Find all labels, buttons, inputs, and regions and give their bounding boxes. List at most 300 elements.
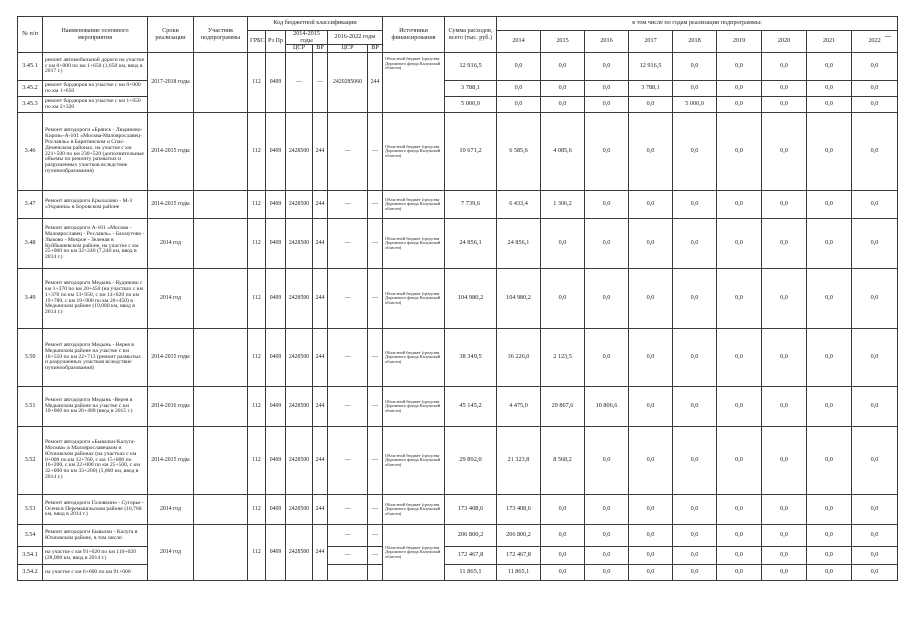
- row-name: Ремонт автодороги Медынь -Верея в Медынском районе на участке с км 10+060 по км 26+400 (ввод в 2015 г.): [43, 387, 148, 427]
- row-no: 3.47: [18, 191, 43, 219]
- row-source: Областной бюджет (средства Дорожного фонда Калужской области): [383, 113, 445, 191]
- row-y2021: 0,0: [807, 97, 852, 113]
- col-year-2015: 2015: [541, 31, 585, 53]
- row-y2021: 0,0: [807, 81, 852, 97]
- row-y2021: 0,0: [807, 191, 852, 219]
- row-grbs: 112: [248, 269, 266, 329]
- row-y2019: 0,0: [717, 329, 762, 387]
- row-no: 3.45.1: [18, 53, 43, 81]
- row-no: 3.52: [18, 427, 43, 495]
- col-period1: 2014-2015 годы: [286, 31, 328, 45]
- row-csr2: —: [328, 113, 368, 191]
- col-year-2018: 2018: [673, 31, 717, 53]
- row-y2015: 0,0: [541, 525, 585, 547]
- row-y2021: 0,0: [807, 219, 852, 269]
- row-csr2: 2420285060: [328, 53, 368, 113]
- col-vr-1: ВР: [313, 45, 328, 53]
- row-name: ремонт автомобильной дороги на участке с км 0+000 по км 1+650 (1,650 км, ввод в 2017 г.): [43, 53, 148, 81]
- row-name: Ремонт автодороги Медынь - Верея в Медынском районе на участке с км 18+550 по км 22+713 (ремонт размытых и разрушенных участков вследствие пучинообразования): [43, 329, 148, 387]
- row-vr2: —: [368, 113, 383, 191]
- budget-table: [17, 16, 898, 581]
- row-y2020: 0,0: [762, 53, 807, 81]
- row-total: 3 788,1: [445, 81, 497, 97]
- row-no: 3.54.1: [18, 547, 43, 565]
- row-y2020: 0,0: [762, 387, 807, 427]
- row-csr2: —: [328, 427, 368, 495]
- row-y2020: 0,0: [762, 547, 807, 565]
- row-y2018: 0,0: [673, 269, 717, 329]
- row-y2016: 0,0: [585, 219, 629, 269]
- row-y2021: 0,0: [807, 113, 852, 191]
- row-y2022: 0,0: [852, 547, 898, 565]
- row-participant: [194, 427, 248, 495]
- row-y2020: 0,0: [762, 495, 807, 525]
- row-y2019: 0,0: [717, 269, 762, 329]
- row-csr2: —: [328, 495, 368, 525]
- row-source: Областной бюджет (средства Дорожного фонда Калужской области): [383, 219, 445, 269]
- col-csr-1: ЦСР: [286, 45, 313, 53]
- row-y2019: 0,0: [717, 427, 762, 495]
- col-year-2021: 2021: [807, 31, 852, 53]
- row-no: 3.54: [18, 525, 43, 547]
- row-y2018: 0,0: [673, 81, 717, 97]
- row-y2017: 3 788,1: [629, 81, 673, 97]
- row-vr1: 244: [313, 387, 328, 427]
- row-y2014: 104 980,2: [497, 269, 541, 329]
- row-y2014: 36 226,0: [497, 329, 541, 387]
- row-y2019: 0,0: [717, 81, 762, 97]
- row-rzpr: 0409: [266, 269, 286, 329]
- col-participant: Участник подпрограммы: [194, 17, 248, 53]
- row-rzpr: 0409: [266, 329, 286, 387]
- row-y2019: 0,0: [717, 53, 762, 81]
- row-y2017: 0,0: [629, 427, 673, 495]
- row-no: 3.49: [18, 269, 43, 329]
- row-y2021: 0,0: [807, 269, 852, 329]
- row-csr2: —: [328, 329, 368, 387]
- row-y2017: 0,0: [629, 269, 673, 329]
- row-no: 3.48: [18, 219, 43, 269]
- col-name: Наименование основного мероприятия: [43, 17, 148, 53]
- row-y2019: 0,0: [717, 525, 762, 547]
- row-y2018: 0,0: [673, 219, 717, 269]
- row-grbs: 112: [248, 525, 266, 581]
- row-rzpr: 0409: [266, 53, 286, 113]
- row-participant: [194, 53, 248, 113]
- row-y2018: 0,0: [673, 387, 717, 427]
- row-y2015: 29 867,6: [541, 387, 585, 427]
- row-y2015: 0,0: [541, 565, 585, 581]
- row-y2017: 0,0: [629, 495, 673, 525]
- row-y2018: 0,0: [673, 525, 717, 547]
- row-y2016: 0,0: [585, 329, 629, 387]
- row-vr2: —: [368, 219, 383, 269]
- row-total: 206 800,2: [445, 525, 497, 547]
- row-y2015: 1 306,2: [541, 191, 585, 219]
- row-rzpr: 0409: [266, 113, 286, 191]
- row-csr2: —: [328, 547, 368, 565]
- row-y2022: 0,0: [852, 495, 898, 525]
- col-budget-codes: Код бюджетной классификации: [248, 17, 383, 31]
- row-y2021: 0,0: [807, 387, 852, 427]
- col-year-2020: 2020: [762, 31, 807, 53]
- row-y2021: 0,0: [807, 53, 852, 81]
- row-y2015: 0,0: [541, 547, 585, 565]
- row-name: Ремонт автодороги «Брянск - Людиново- Киров»-А-101 «Москва-Малоярославец- Рославль» в Барятинском и Спас-Деменском районах, на участке с км 221+500 по км 230+520 (дополнительные объемы по ремонту размытых и разрушенных участков вследствие пучинообразования): [43, 113, 148, 191]
- row-terms: 2014 год: [148, 495, 194, 525]
- row-participant: [194, 387, 248, 427]
- col-year-2019: 2019: [717, 31, 762, 53]
- row-y2014: 6 585,6: [497, 113, 541, 191]
- row-y2021: 0,0: [807, 547, 852, 565]
- row-y2022: 0,0: [852, 81, 898, 97]
- col-rzpr: Рз Пр: [266, 31, 286, 53]
- row-y2017: 0,0: [629, 525, 673, 547]
- row-participant: [194, 219, 248, 269]
- row-y2016: 0,0: [585, 427, 629, 495]
- row-participant: [194, 269, 248, 329]
- row-terms: 2014 год: [148, 525, 194, 581]
- row-vr2: —: [368, 387, 383, 427]
- row-y2017: 0,0: [629, 547, 673, 565]
- row-participant: [194, 525, 248, 581]
- row-csr1: 2428500: [286, 191, 313, 219]
- row-y2014: 0,0: [497, 53, 541, 81]
- row-y2022: 0,0: [852, 191, 898, 219]
- row-y2016: 0,0: [585, 547, 629, 565]
- row-y2022: 0,0: [852, 269, 898, 329]
- row-name: ремонт бордюров на участке с км 0+000 по км 1+650: [43, 81, 148, 97]
- row-y2016: 0,0: [585, 53, 629, 81]
- table-row: [18, 113, 898, 191]
- row-source: Областной бюджет (средства Дорожного фонда Калужской области): [383, 53, 445, 113]
- row-y2020: 0,0: [762, 525, 807, 547]
- row-y2016: 0,0: [585, 495, 629, 525]
- col-vr-2: ВР: [368, 45, 383, 53]
- col-year-2014: 2014: [497, 31, 541, 53]
- row-total: 29 892,0: [445, 427, 497, 495]
- col-by-years: в том числе по годам реализации подпрограммы:: [497, 17, 898, 31]
- row-vr2: —: [368, 427, 383, 495]
- row-name: Ремонт автодороги Медынь - Кудиново с км 1+370 по км 20+450 (на участках с км 1+370 по км 13+950, с км 14+020 по км 19+780, с км 19+900 по км 20+450) в Медынском районе (19,080 км, ввод в 2014 г.): [43, 269, 148, 329]
- row-total: 173 408,6: [445, 495, 497, 525]
- row-vr2: —: [368, 269, 383, 329]
- col-period2: 2016-2022 годы: [328, 31, 383, 45]
- row-name: Ремонт автодороги Головкино - Сугорье - Осеня в Перемышльском районе (16,760 км, ввод в 2014 г.): [43, 495, 148, 525]
- row-csr1: 2428500: [286, 219, 313, 269]
- row-csr1: —: [286, 53, 313, 113]
- row-y2015: 8 568,2: [541, 427, 585, 495]
- row-y2018: 0,0: [673, 113, 717, 191]
- col-year-2022: 2022: [852, 31, 898, 53]
- row-y2019: 0,0: [717, 387, 762, 427]
- row-y2020: 0,0: [762, 427, 807, 495]
- row-y2022: 0,0: [852, 113, 898, 191]
- row-csr2: —: [328, 387, 368, 427]
- row-grbs: 112: [248, 427, 266, 495]
- row-rzpr: 0409: [266, 525, 286, 581]
- row-y2015: 0,0: [541, 219, 585, 269]
- row-y2014: 6 433,4: [497, 191, 541, 219]
- row-rzpr: 0409: [266, 495, 286, 525]
- row-terms: 2014-2016 годы: [148, 387, 194, 427]
- row-participant: [194, 329, 248, 387]
- table-row: [18, 495, 898, 525]
- row-no: 3.45.2: [18, 81, 43, 97]
- row-y2014: 4 475,0: [497, 387, 541, 427]
- row-participant: [194, 191, 248, 219]
- row-y2018: 0,0: [673, 191, 717, 219]
- row-y2019: 0,0: [717, 547, 762, 565]
- row-rzpr: 0409: [266, 191, 286, 219]
- row-csr2: —: [328, 269, 368, 329]
- table-row: [18, 329, 898, 387]
- row-y2020: 0,0: [762, 329, 807, 387]
- row-csr1: 2428500: [286, 329, 313, 387]
- table-row: [18, 427, 898, 495]
- row-y2016: 0,0: [585, 191, 629, 219]
- row-y2022: 0,0: [852, 97, 898, 113]
- row-y2020: 0,0: [762, 81, 807, 97]
- row-y2014: 24 856,1: [497, 219, 541, 269]
- row-participant: [194, 495, 248, 525]
- row-total: 12 916,5: [445, 53, 497, 81]
- table-row: [18, 525, 898, 547]
- row-y2020: 0,0: [762, 191, 807, 219]
- row-y2015: 4 085,6: [541, 113, 585, 191]
- row-y2020: 0,0: [762, 97, 807, 113]
- row-y2016: 0,0: [585, 565, 629, 581]
- row-vr2: —: [368, 191, 383, 219]
- row-y2018: 0,0: [673, 547, 717, 565]
- row-y2017: 0,0: [629, 97, 673, 113]
- row-y2014: 11 865,1: [497, 565, 541, 581]
- row-csr2: —: [328, 219, 368, 269]
- row-y2020: 0,0: [762, 565, 807, 581]
- col-source: Источники финансирования: [383, 17, 445, 53]
- row-y2014: 206 800,2: [497, 525, 541, 547]
- col-year-2016: 2016: [585, 31, 629, 53]
- row-vr1: —: [313, 53, 328, 113]
- row-y2021: 0,0: [807, 495, 852, 525]
- col-year-2017: 2017: [629, 31, 673, 53]
- row-terms: 2014-2015 годы: [148, 191, 194, 219]
- row-rzpr: 0409: [266, 427, 286, 495]
- row-y2022: 0,0: [852, 427, 898, 495]
- row-name: на участке с км 91+620 по км 110+020 (28,000 км, ввод в 2014 г.): [43, 547, 148, 565]
- row-csr2: —: [328, 525, 368, 547]
- row-y2019: 0,0: [717, 219, 762, 269]
- row-y2022: 0,0: [852, 219, 898, 269]
- row-vr1: 244: [313, 525, 328, 581]
- col-terms: Сроки реализации: [148, 17, 194, 53]
- row-y2022: 0,0: [852, 565, 898, 581]
- row-total: 38 349,5: [445, 329, 497, 387]
- row-vr2: —: [368, 495, 383, 525]
- row-csr1: 2428500: [286, 269, 313, 329]
- row-y2014: 0,0: [497, 81, 541, 97]
- row-y2021: 0,0: [807, 329, 852, 387]
- row-terms: 2014 год: [148, 219, 194, 269]
- row-terms: 2014 год: [148, 269, 194, 329]
- row-y2015: 0,0: [541, 269, 585, 329]
- row-vr2: 244: [368, 53, 383, 113]
- col-total: Сумма расходов, всего (тыс. руб.): [445, 17, 497, 53]
- col-no: № п/п: [18, 17, 43, 53]
- row-total: 5 000,0: [445, 97, 497, 113]
- row-y2015: 0,0: [541, 53, 585, 81]
- row-y2020: 0,0: [762, 269, 807, 329]
- row-total: 7 739,6: [445, 191, 497, 219]
- row-y2014: 21 323,8: [497, 427, 541, 495]
- row-vr1: 244: [313, 191, 328, 219]
- row-y2015: 0,0: [541, 495, 585, 525]
- row-csr1: 2428500: [286, 427, 313, 495]
- row-y2018: 0,0: [673, 329, 717, 387]
- row-y2017: 0,0: [629, 329, 673, 387]
- budget-table-sheet: [17, 16, 887, 632]
- row-name: Ремонт автодороги Бывалки - Калуга в Юхновском районе, в том числе:: [43, 525, 148, 547]
- row-csr2: —: [328, 191, 368, 219]
- row-y2020: 0,0: [762, 113, 807, 191]
- margin-tick: [885, 36, 891, 37]
- row-grbs: 112: [248, 53, 266, 113]
- row-total: 172 467,8: [445, 547, 497, 565]
- row-csr1: 2428500: [286, 495, 313, 525]
- row-total: 10 671,2: [445, 113, 497, 191]
- row-name: Ремонт автодороги Ерыхалово - М-3 «Украина» в Боровском районе: [43, 191, 148, 219]
- row-y2016: 0,0: [585, 113, 629, 191]
- row-source: Областной бюджет (средства Дорожного фонда Калужской области): [383, 269, 445, 329]
- row-no: 3.45.3: [18, 97, 43, 113]
- row-terms: 2014-2015 годы: [148, 329, 194, 387]
- row-y2018: 5 000,0: [673, 97, 717, 113]
- row-y2014: 0,0: [497, 97, 541, 113]
- row-terms: 2014-2015 годы: [148, 113, 194, 191]
- row-csr2: [328, 565, 368, 581]
- row-y2016: 0,0: [585, 269, 629, 329]
- row-y2016: 0,0: [585, 97, 629, 113]
- row-csr1: 2428500: [286, 387, 313, 427]
- table-row: [18, 219, 898, 269]
- row-y2022: 0,0: [852, 387, 898, 427]
- row-csr1: 2428500: [286, 113, 313, 191]
- row-y2014: 173 408,6: [497, 495, 541, 525]
- row-y2017: 0,0: [629, 113, 673, 191]
- row-source: Областной бюджет (средства Дорожного фонда Калужской области): [383, 387, 445, 427]
- row-source: Областной бюджет (средства Дорожного фонда Калужской области): [383, 495, 445, 525]
- row-vr1: 244: [313, 269, 328, 329]
- row-vr1: 244: [313, 329, 328, 387]
- row-source: Областной бюджет (средства Дорожного фонда Калужской области): [383, 525, 445, 581]
- row-y2017: 0,0: [629, 219, 673, 269]
- row-total: 24 856,1: [445, 219, 497, 269]
- row-grbs: 112: [248, 113, 266, 191]
- row-y2019: 0,0: [717, 97, 762, 113]
- row-vr1: 244: [313, 495, 328, 525]
- row-y2018: 0,0: [673, 495, 717, 525]
- row-no: 3.46: [18, 113, 43, 191]
- row-y2019: 0,0: [717, 565, 762, 581]
- row-grbs: 112: [248, 387, 266, 427]
- table-row: [18, 53, 898, 81]
- row-y2017: 12 916,5: [629, 53, 673, 81]
- table-row: [18, 387, 898, 427]
- row-source: Областной бюджет (средства Дорожного фонда Калужской области): [383, 329, 445, 387]
- row-rzpr: 0409: [266, 387, 286, 427]
- row-y2015: 0,0: [541, 81, 585, 97]
- row-y2021: 0,0: [807, 525, 852, 547]
- row-grbs: 112: [248, 495, 266, 525]
- row-y2019: 0,0: [717, 495, 762, 525]
- table-row: [18, 191, 898, 219]
- row-y2019: 0,0: [717, 113, 762, 191]
- row-participant: [194, 113, 248, 191]
- row-source: Областной бюджет (средства Дорожного фонда Калужской области): [383, 427, 445, 495]
- row-y2020: 0,0: [762, 219, 807, 269]
- row-y2017: 0,0: [629, 387, 673, 427]
- row-name: Ремонт автодороги А-101 «Москва - Малоярославец - Рославль» - Бахмутово - Лыково - Мокрое - Зеленая в Куйбышевском районе, на участке с км 25+000 по км 32+240 (7,240 км, ввод в 2014 г.): [43, 219, 148, 269]
- row-total: 11 865,1: [445, 565, 497, 581]
- row-y2018: 0,0: [673, 427, 717, 495]
- col-grbs: ГРБС: [248, 31, 266, 53]
- row-vr2: —: [368, 329, 383, 387]
- row-y2019: 0,0: [717, 191, 762, 219]
- row-name: ремонт бордюров на участке с км 1+650 по км 2+320: [43, 97, 148, 113]
- row-vr1: 244: [313, 219, 328, 269]
- row-y2018: 0,0: [673, 565, 717, 581]
- row-y2021: 0,0: [807, 565, 852, 581]
- row-y2015: 0,0: [541, 97, 585, 113]
- row-y2016: 10 806,6: [585, 387, 629, 427]
- row-vr1: 244: [313, 113, 328, 191]
- row-terms: 2014-2015 годы: [148, 427, 194, 495]
- row-y2015: 2 123,5: [541, 329, 585, 387]
- row-vr2: —: [368, 525, 383, 547]
- row-y2017: 0,0: [629, 191, 673, 219]
- row-name: Ремонт автодороги «Бывалки-Калуга-Москва» в Малоярославецком и Юхновском районах (на участках с км 0+000 по км 12+760, с км 15+000 по 16+200, с км 22+000 по км 25+500, с км 32+000 по км 33+200) (5,800 км, ввод в 2014 г.): [43, 427, 148, 495]
- row-grbs: 112: [248, 329, 266, 387]
- row-terms: 2017-2018 годы: [148, 53, 194, 113]
- row-grbs: 112: [248, 219, 266, 269]
- row-no: 3.51: [18, 387, 43, 427]
- row-grbs: 112: [248, 191, 266, 219]
- row-y2016: 0,0: [585, 525, 629, 547]
- row-y2016: 0,0: [585, 81, 629, 97]
- row-source: Областной бюджет (средства Дорожного фонда Калужской области): [383, 191, 445, 219]
- row-y2022: 0,0: [852, 329, 898, 387]
- row-vr1: 244: [313, 427, 328, 495]
- table-row: [18, 269, 898, 329]
- row-no: 3.54.2: [18, 565, 43, 581]
- row-no: 3.53: [18, 495, 43, 525]
- row-rzpr: 0409: [266, 219, 286, 269]
- col-csr-2: ЦСР: [328, 45, 368, 53]
- row-total: 104 980,2: [445, 269, 497, 329]
- row-y2018: 0,0: [673, 53, 717, 81]
- row-total: 45 145,2: [445, 387, 497, 427]
- row-y2021: 0,0: [807, 427, 852, 495]
- row-y2022: 0,0: [852, 525, 898, 547]
- row-name: на участке с км 6+600 по км 91+000: [43, 565, 148, 581]
- row-no: 3.50: [18, 329, 43, 387]
- row-y2022: 0,0: [852, 53, 898, 81]
- row-csr1: 2428500: [286, 525, 313, 581]
- row-y2014: 172 467,8: [497, 547, 541, 565]
- row-y2017: 0,0: [629, 565, 673, 581]
- row-vr2: [368, 565, 383, 581]
- row-vr2: —: [368, 547, 383, 565]
